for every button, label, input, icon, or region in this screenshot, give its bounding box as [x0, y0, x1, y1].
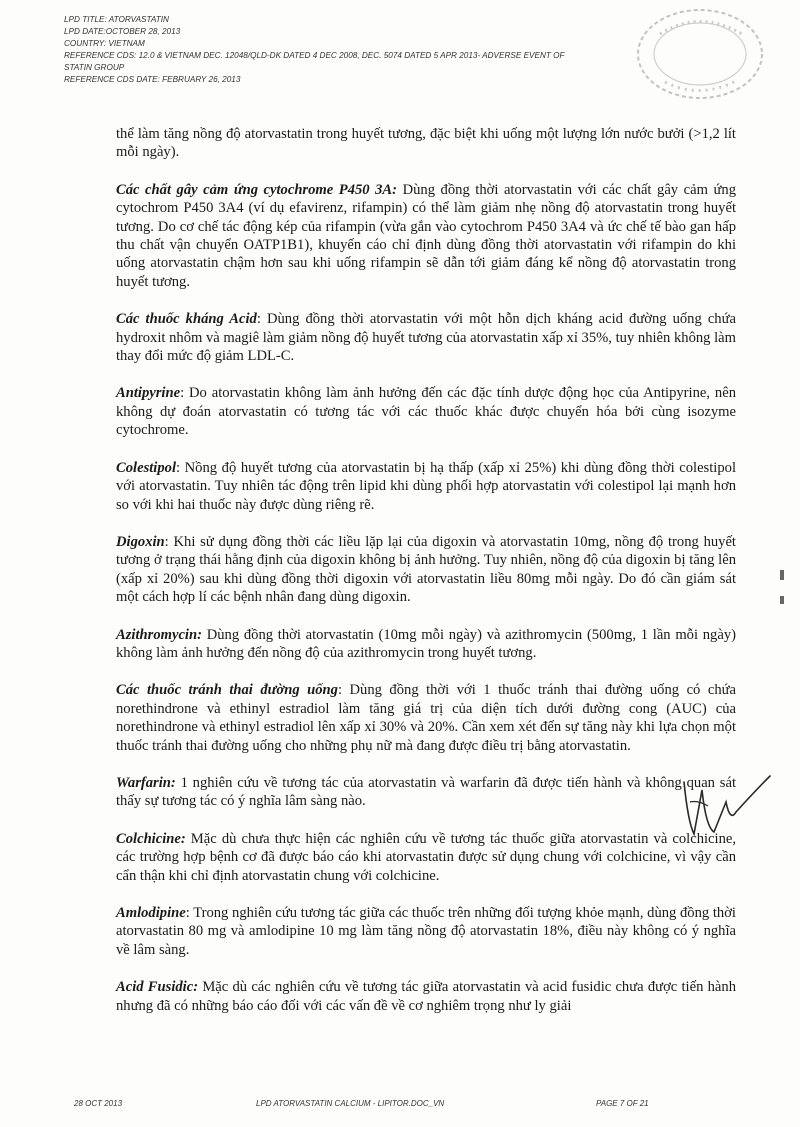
handwritten-signature-icon — [664, 772, 774, 844]
paragraph-warfarin — [116, 774, 736, 811]
paragraph-grapefruit — [116, 125, 736, 162]
footer-document-name: LPD ATORVASTATIN CALCIUM - LIPITOR.DOC_VN — [256, 1099, 445, 1108]
drug-term: Các thuốc kháng Acid — [116, 311, 257, 328]
paragraph-text: : Trong nghiên cứu tương tác giữa các thuốc trên những đối tượng khỏe mạnh, dùng đồng thời atorvastatin 80 mg và amlodipine 10 mg làm tăng nồng độ atorvastatin 18%, điều này không có ý nghĩa về lâm sàng. — [116, 905, 736, 958]
paragraph-text: Dùng đồng thời atorvastatin (10mg mỗi ngày) và azithromycin (500mg, 1 lần mỗi ngày) không làm ảnh hưởng đến nồng độ của azithromycin trong huyết tương. — [116, 626, 736, 661]
paragraph-digoxin — [116, 533, 736, 607]
paragraph-text: : Nồng độ huyết tương của atorvastatin bị hạ thấp (xấp xỉ 25%) khi dùng đồng thời colestipol với atorvastatin. Tuy nhiên tác động trên lipid khi dùng phối hợp atorvastatin với colestipol lại mạnh hơn so với khi hai thuốc này được dùng riêng rẽ. — [116, 459, 736, 513]
paragraph-amlodipine — [116, 904, 736, 959]
drug-term: Colchicine: — [116, 830, 186, 847]
reference-cds: REFERENCE CDS: 12.0 & VIETNAM DEC. 12048/QLD-DK DATED 4 DEC 2008, DEC. 5074 DATED 5 APR 2013- ADVERSE EVENT OF — [64, 51, 565, 60]
scan-edge-mark — [780, 596, 784, 604]
paragraph-fusidic-acid — [116, 978, 736, 1015]
lpd-title: LPD TITLE: ATORVASTATIN — [64, 15, 169, 24]
paragraph-oral-contraceptives — [116, 681, 736, 755]
paragraph-azithromycin — [116, 626, 736, 663]
paragraph-text: thể làm tăng nồng độ atorvastatin trong huyết tương, đặc biệt khi uống một lượng lớn nước bưởi (>1,2 lít mỗi ngày). — [116, 126, 736, 161]
paragraph-text: : Dùng đồng thời atorvastatin với một hỗn dịch kháng acid đường uống chứa hydroxit nhôm và magiê làm giảm nồng độ huyết tương của atorvastatin xấp xỉ 35%, tuy nhiên không làm thay đổi mức độ giảm LDL-C. — [116, 311, 736, 365]
footer-page-number: PAGE 7 OF 21 — [596, 1099, 649, 1108]
paragraph-cyp3a-inducers — [116, 181, 736, 291]
drug-term: Acid Fusidic: — [116, 979, 199, 996]
document-footer — [74, 1099, 694, 1113]
paragraph-colchicine — [116, 830, 736, 885]
paragraph-antipyrine — [116, 384, 736, 439]
drug-term: Antipyrine — [116, 385, 181, 402]
drug-term: Digoxin — [116, 533, 165, 550]
drug-term: Amlodipine — [116, 905, 186, 921]
paragraph-text: Dùng đồng thời atorvastatin với các chất gây cảm ứng cytochrom P450 3A4 (ví dụ efavirenz, rifampin) có thể làm giảm nhẹ nồng độ atorvastatin trong huyết tương. Do cơ chế tác động kép của rifampin (vừa gắn vào cytochrom P450 3A4 và ức chế tế bào gan hấp thu chất vận chuyển OATP1B1), khuyến cáo chỉ định dùng đồng thời atorvastatin với rifampin do khi uống atorvastatin chậm hơn sau khi uống rifampin sẽ dẫn tới giảm đáng kể nồng độ atorvastatin trong huyết tương. — [116, 181, 736, 290]
paragraph-text: : Dùng đồng thời với 1 thuốc tránh thai đường uống có chứa norethindrone và ethinyl estradiol làm tăng giá trị của diện tích dưới đường cong (AUC) của norethindrone và ethinyl estradiol lên xấp xỉ 30% và 20%. Cần xem xét đến sự tăng này khi lựa chọn một thuốc tránh thai đường uống cho những phụ nữ mà đang được điều trị bằng atorvastatin. — [116, 682, 736, 754]
footer-date: 28 OCT 2013 — [74, 1099, 123, 1108]
country: COUNTRY: VIETNAM — [64, 39, 145, 48]
paragraph-text: : Do atorvastatin không làm ảnh hưởng đến các đặc tính dược động học của Antipyrine, nên không dự đoán atorvastatin có tương tác với các thuốc khác được chuyển hóa bởi cùng isozyme cytochrome. — [116, 385, 736, 439]
paragraph-antacids — [116, 310, 736, 365]
drug-term: Các thuốc tránh thai đường uống — [116, 682, 338, 699]
document-body — [116, 125, 736, 1034]
drug-term: Warfarin: — [116, 774, 176, 791]
lpd-date: LPD DATE:OCTOBER 28, 2013 — [64, 27, 181, 36]
drug-term: Colestipol — [116, 459, 176, 476]
reference-cds-continued: STATIN GROUP — [64, 63, 125, 72]
scan-edge-mark — [780, 570, 784, 580]
reference-cds-date: REFERENCE CDS DATE: FEBRUARY 26, 2013 — [64, 75, 241, 84]
paragraph-text: Mặc dù chưa thực hiện các nghiên cứu về tương tác thuốc giữa atorvastatin và colchicine, các trường hợp bệnh cơ đã được báo cáo khi atorvastatin được sử dụng chung với colchicine, vì vậy cần cẩn thận khi chỉ định atorvastatin chung với colchicine. — [116, 830, 736, 884]
drug-term: Các chất gây cảm ứng cytochrome P450 3A: — [116, 181, 398, 198]
paragraph-text: 1 nghiên cứu về tương tác của atorvastatin và warfarin đã được tiến hành và không quan sát thấy sự tương tác có ý nghĩa lâm sàng nào. — [116, 774, 736, 810]
stamp-seal-icon — [620, 4, 770, 114]
paragraph-text: Mặc dù các nghiên cứu về tương tác giữa atorvastatin và acid fusidic chưa được tiến hành nhưng đã có những báo cáo đối với các vấn đề về cơ nghiêm trọng như ly giải — [116, 979, 736, 1014]
document-header — [64, 14, 704, 86]
drug-term: Azithromycin: — [116, 626, 202, 643]
paragraph-colestipol — [116, 459, 736, 514]
paragraph-text: : Khi sử dụng đồng thời các liều lặp lại của digoxin và atorvastatin 10mg, nồng độ trong huyết tương ở trạng thái hằng định của digoxin không bị ảnh hưởng. Tuy nhiên, nồng độ của digoxin bị tăng lên (xấp xỉ 20%) sau khi dùng đồng thời digoxin với atorvastatin liều 80mg mỗi ngày. Do đó cần giám sát một cách hợp lí các bệnh nhân đang dùng digoxin. — [116, 533, 736, 606]
